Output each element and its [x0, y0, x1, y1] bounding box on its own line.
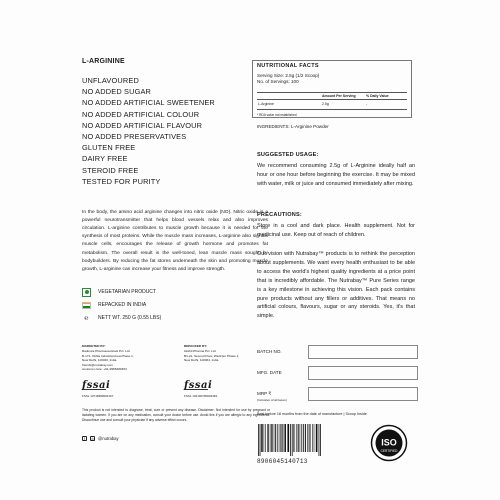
barcode-bar	[279, 424, 280, 452]
repacked-line: Akshit Pharma Pvt. Ltd.	[184, 349, 217, 354]
mfg-date-box	[308, 366, 418, 380]
barcode-bar	[319, 424, 320, 456]
barcode-bar	[284, 424, 286, 452]
mfg-date-label: MFG. DATE	[257, 370, 282, 375]
batch-no-box	[308, 345, 418, 359]
company-info	[82, 344, 268, 371]
repacked-by	[184, 344, 268, 371]
instagram-icon: ◎	[91, 437, 95, 441]
mrp-sub-label: (Inclusive of all taxes)	[257, 398, 287, 402]
claims-list	[82, 75, 268, 187]
fssai-row	[82, 380, 268, 398]
veg-mark-icon	[82, 288, 91, 297]
barcode-bar	[267, 424, 268, 452]
barcode-bar	[293, 424, 294, 452]
batch-no-row	[257, 345, 417, 366]
nutrition-row	[257, 100, 407, 110]
repacked-heading: REPACKED BY:	[184, 344, 208, 348]
claim-item: STEROID FREE	[82, 165, 139, 175]
barcode-bar	[270, 424, 271, 452]
nutrition-title: NUTRITIONAL FACTS	[257, 63, 319, 69]
weight-badge	[82, 312, 268, 325]
claim-item: UNFLAVOURED	[82, 76, 139, 85]
net-weight-label: NETT WT. 250 G (0.55 LBS)	[98, 315, 162, 322]
marketed-line: B-171, Okhla Industrial Area Phase 1,	[82, 353, 134, 358]
disclaimer: This product is not intended to diagnose, treat, cure or prevent any disease. Disclaimer: Not intended for use by pregnant or lactating women. If you are on any medication, consult your doctor before use. Avoid this if you are allergic to any ingredients. Discontinue use and consult your physician if any adverse effect occurs.	[82, 408, 270, 422]
repacked-line: B1-21, Second Floor, Wazirpur Phase 1,	[184, 353, 240, 358]
barcode-bar	[290, 424, 291, 456]
product-title: L-ARGININE	[82, 58, 125, 65]
barcode-bar	[275, 424, 276, 452]
nutrition-cell: 2.5g	[321, 100, 365, 110]
india-flag-icon	[82, 301, 91, 310]
barcode-bar	[307, 424, 308, 452]
fssai-license-number: FSSL 133190790004381	[184, 394, 218, 398]
barcode-bar	[301, 424, 302, 452]
usage-text: We recommend consuming 2.5g of L-Arginine ideally half an hour or one hour before beginning the exercise. It may be mixed with water, milk or juice and consumed immediately after mixing.	[257, 163, 415, 187]
fssai-right	[184, 380, 268, 398]
fssai-left	[82, 380, 166, 398]
nutrition-table	[257, 92, 407, 110]
barcode-bar	[264, 424, 265, 452]
barcode-bar	[296, 424, 297, 452]
marketed-line: New Delhi, 110020, India	[82, 358, 117, 363]
veg-label: VEGETARIAN PRODUCT	[98, 289, 156, 296]
precautions-section	[257, 212, 415, 240]
facebook-icon: f	[82, 436, 87, 441]
barcode-bar	[258, 424, 259, 456]
marketed-heading: MARKETED BY:	[82, 344, 106, 348]
repacked-badge	[82, 299, 268, 312]
best-before: Best before 18 months from the date of manufacture | Scoop Inside	[257, 412, 367, 416]
fssai-logo: fssai	[82, 380, 166, 390]
marketed-line: Radicura Pharmaceuticals Pvt. Ltd.	[82, 349, 131, 354]
nutrition-cell: L-Arginine	[257, 100, 321, 110]
barcode-bar	[265, 424, 266, 452]
barcode-bar	[305, 424, 306, 452]
barcode-bar	[320, 424, 321, 456]
social-handle: @nutrabay	[98, 436, 119, 441]
social-handles	[82, 436, 119, 441]
vision-text: Our vision with Nutrabay™ products is to rethink the perception about supplements. We want every health enthusiast to be able to access the world's highest quality ingredients at a price point that is incredibly affordable. The Nutrabay™ Pure Series range is a key milestone in achieving this vision. Each pack contains pure products without any fillers or additives. That means no artificial colours, flavours, sugar or any steroids. Yes, it's that simple.	[257, 251, 415, 320]
fssai-logo: fssai	[184, 380, 268, 390]
precautions-text: Store in a cool and dark place. Health supplement. Not for medicinal use. Keep out of reach of children.	[257, 223, 415, 238]
mfg-date-row	[257, 366, 417, 387]
rda-note: * RDA value not established	[257, 113, 297, 117]
barcode-bar	[312, 424, 313, 452]
barcode-bar	[292, 424, 293, 456]
repacked-line: New Delhi, 110064, India	[184, 358, 219, 363]
nutrition-header	[257, 93, 321, 100]
barcode-bar	[274, 424, 275, 452]
iso-sub-text: CERTIFIED	[380, 449, 398, 453]
left-column	[82, 58, 268, 325]
claim-item: NO ADDED SUGAR	[82, 87, 152, 97]
barcode-bar	[300, 424, 301, 452]
iso-certified-icon	[369, 424, 409, 462]
batch-section	[257, 345, 417, 408]
claim-item: DAIRY FREE	[82, 154, 128, 164]
marketed-line: friends@nutrabay.com	[82, 362, 113, 367]
nutrition-cell: -	[365, 100, 407, 110]
servings-count: No. of Servings: 100	[257, 79, 299, 84]
veg-badge	[82, 286, 268, 299]
batch-no-label: BATCH NO.	[257, 349, 282, 354]
barcode-bar	[314, 424, 315, 452]
barcode	[257, 424, 349, 456]
mrp-row	[257, 387, 417, 408]
mrp-box	[308, 387, 418, 401]
barcode-bar	[261, 424, 263, 452]
repacked-label: REPACKED IN INDIA	[98, 302, 147, 309]
nutrition-header-row	[257, 93, 407, 100]
barcode-bar	[280, 424, 281, 452]
nutrition-serving	[257, 73, 319, 85]
iso-text: ISO	[381, 437, 397, 448]
precautions-title: PRECAUTIONS:	[257, 212, 302, 218]
barcode-bar	[298, 424, 299, 452]
barcode-bar	[287, 424, 289, 452]
badges	[82, 286, 268, 325]
weight-icon: ℮	[84, 314, 89, 322]
barcode-bar	[277, 424, 278, 452]
ingredients: INGREDIENTS: L-Arginine Powder	[257, 124, 329, 129]
nutrition-header: % Daily Value	[365, 93, 407, 100]
barcode-bar	[316, 424, 318, 452]
usage-section	[257, 152, 415, 189]
barcode-bar	[260, 424, 261, 456]
claim-item: NO ADDED PRESERVATIVES	[82, 132, 187, 142]
claim-item: TESTED FOR PURITY	[82, 176, 161, 186]
fssai-license-number: FSSL 13718999001167	[82, 394, 114, 398]
claim-item: GLUTEN FREE	[82, 143, 136, 153]
claim-item: NO ADDED ARTIFICIAL SWEETENER	[82, 98, 215, 108]
barcode-number: 8906045140713	[257, 458, 308, 465]
barcode-bar	[309, 424, 310, 452]
usage-title: SUGGESTED USAGE:	[257, 152, 319, 158]
nutrition-header: Amount Per Serving	[321, 93, 365, 100]
barcode-bar	[282, 424, 283, 452]
barcode-bar	[303, 424, 304, 452]
marketed-line: customer care: +91-9958480453	[82, 367, 127, 372]
mrp-label: MRP ₹	[257, 391, 272, 396]
serving-size: Serving Size: 2.5g (1/2 Scoop)	[257, 73, 320, 78]
claim-item: NO ADDED ARTIFICIAL COLOUR	[82, 109, 200, 119]
product-description: In the body, the amino acid arginine changes into nitric oxide (NO). Nitric oxide is a powerful neurotransmitter that helps blood vessels relax and also improves circulation. L-arginine contributes to muscle growth because it is needed for the synthesis of most proteins. While the muscle mass increases, L-arginine also signals muscle cells, encourages the release of growth hormone and promotes fat metabolism. The overall result is the well-toned, lean muscle mass sought by bodybuilders. By reducing the fat stores underneath the skin and promoting muscle growth, L-arginine can increase your fitness and improve strength.	[82, 210, 268, 272]
marketed-by	[82, 344, 166, 371]
barcode-bar	[271, 424, 272, 452]
claim-item: NO ADDED ARTIFICIAL FLAVOUR	[82, 120, 203, 130]
